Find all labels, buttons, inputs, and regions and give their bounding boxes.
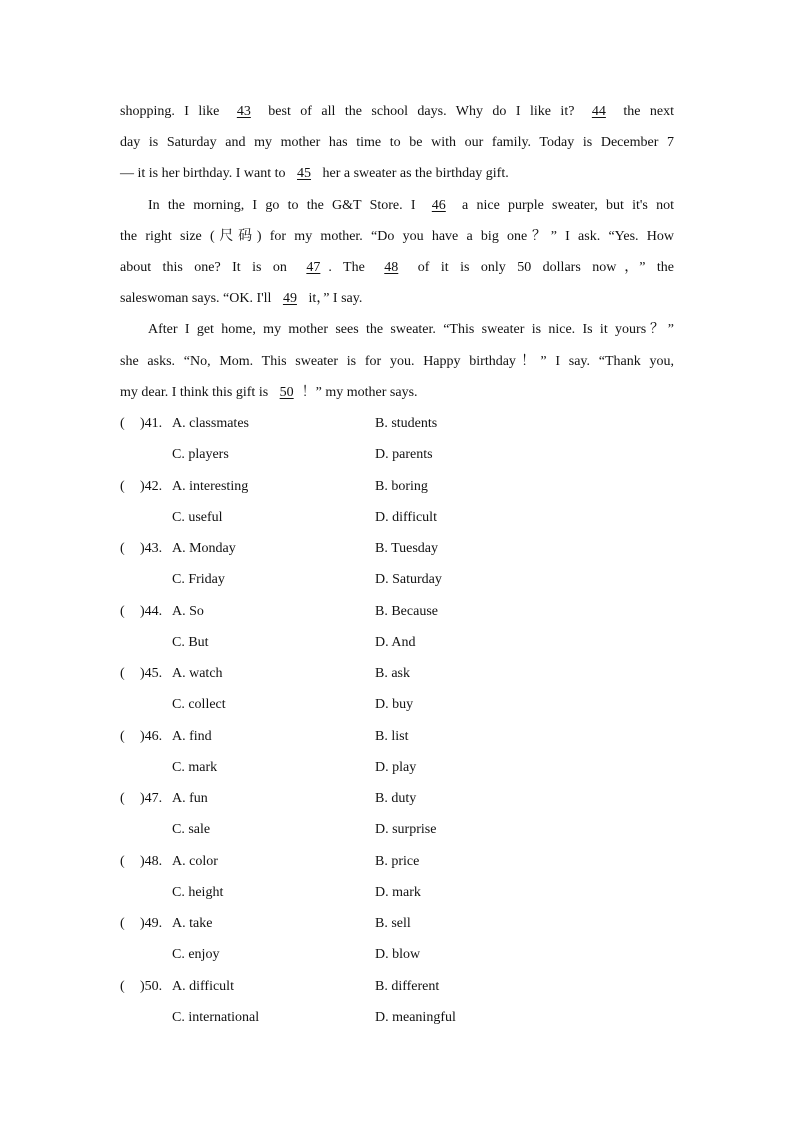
option-b: B. ask [375,666,410,681]
answer-paren[interactable]: ( [120,666,125,681]
option-d: D. surprise [375,822,437,837]
option-d: D. difficult [375,510,437,525]
option-a: A. difficult [172,979,234,994]
question-row [120,977,680,997]
answer-paren[interactable]: ( [120,979,125,994]
blank-45: 45 [297,166,312,181]
option-c: C. mark [172,760,218,775]
option-c: C. enjoy [172,947,220,962]
option-a: A. classmates [172,416,249,431]
passage-line [120,383,674,403]
question-row-cont [120,633,680,653]
answer-paren[interactable]: ( [120,791,125,806]
option-b: B. different [375,979,440,994]
option-c: C. Friday [172,572,225,587]
question-row [120,727,680,747]
question-row [120,664,680,684]
passage-line [120,352,674,372]
question-row [120,789,680,809]
passage-text: her a sweater as the birthday gift. [319,166,509,181]
question-number: )48. [140,854,163,869]
question-number: )47. [140,791,163,806]
option-a: A. take [172,916,213,931]
option-a: A. interesting [172,479,249,494]
question-row-cont [120,445,680,465]
passage-text: my dear. I think this gift is [120,385,272,400]
option-a: A. color [172,854,218,869]
passage-line [120,289,674,309]
passage-line [120,164,674,184]
option-c: C. sale [172,822,211,837]
passage-text: . The [328,260,377,275]
option-d: D. And [375,635,416,650]
option-b: B. students [375,416,438,431]
passage-text: day is Saturday and my mother has time to be with our family. Today is December 7 [120,135,674,150]
question-number: )43. [140,541,163,556]
passage-text: saleswoman says. “OK. I'll [120,291,275,306]
option-d: D. meaningful [375,1010,456,1025]
passage-text: the next [613,104,674,119]
question-row-cont [120,883,680,903]
question-row [120,852,680,872]
option-b: B. duty [375,791,417,806]
question-row [120,602,680,622]
option-a: A. watch [172,666,223,681]
passage-text: it，” I say. [304,291,363,306]
question-row-cont [120,945,680,965]
passage-text: a nice purple sweater, but it's not [453,198,675,213]
blank-49: 49 [282,291,297,306]
option-a: A. Monday [172,541,236,556]
passage-text: about this one? It is on [120,260,299,275]
option-a: A. So [172,604,204,619]
answer-paren[interactable]: ( [120,854,125,869]
option-c: C. collect [172,697,226,712]
option-b: B. list [375,729,409,744]
question-number: )42. [140,479,163,494]
option-d: D. blow [375,947,421,962]
option-c: C. useful [172,510,223,525]
question-row-cont [120,758,680,778]
passage-line [120,227,674,247]
question-row-cont [120,570,680,590]
option-b: B. boring [375,479,428,494]
option-b: B. Tuesday [375,541,439,556]
blank-50: 50 [279,385,294,400]
answer-paren[interactable]: ( [120,916,125,931]
option-d: D. buy [375,697,414,712]
blank-43: 43 [236,104,251,119]
passage-text: shopping. I like [120,104,229,119]
option-d: D. Saturday [375,572,442,587]
question-row-cont [120,695,680,715]
answer-paren[interactable]: ( [120,416,125,431]
option-c: C. height [172,885,224,900]
blank-47: 47 [306,260,321,275]
option-b: B. Because [375,604,438,619]
passage-line [120,320,674,340]
question-number: )46. [140,729,163,744]
passage-text: In the morning, I go to the G&T Store. I [148,198,424,213]
passage-text: the right size (尺码) for my mother. “Do you have a big one？” I ask. “Yes. How [120,229,674,244]
question-number: )49. [140,916,163,931]
passage-line [120,102,674,122]
option-a: A. fun [172,791,208,806]
blank-44: 44 [591,104,606,119]
option-d: D. mark [375,885,421,900]
question-row [120,539,680,559]
question-number: )44. [140,604,163,619]
answer-paren[interactable]: ( [120,541,125,556]
passage-text: ！” my mother says. [301,385,418,400]
passage-text: she asks. “No, Mom. This sweater is for you. Happy birthday！” I say. “Thank you, [120,354,674,369]
passage-line [120,196,674,216]
question-number: )41. [140,416,163,431]
passage-text: best of all the school days. Why do I like it? [258,104,584,119]
option-b: B. sell [375,916,411,931]
passage-text: of it is only 50 dollars now，” the [406,260,674,275]
blank-48: 48 [384,260,399,275]
passage-line [120,133,674,153]
option-d: D. play [375,760,417,775]
option-a: A. find [172,729,212,744]
question-row-cont [120,1008,680,1028]
answer-paren[interactable]: ( [120,729,125,744]
option-c: C. But [172,635,209,650]
question-number: )50. [140,979,163,994]
question-row-cont [120,820,680,840]
answer-paren[interactable]: ( [120,604,125,619]
question-row [120,914,680,934]
blank-46: 46 [431,198,446,213]
passage-text: — it is her birthday. I want to [120,166,290,181]
question-row [120,414,680,434]
option-c: C. international [172,1010,260,1025]
option-b: B. price [375,854,420,869]
answer-paren[interactable]: ( [120,479,125,494]
option-d: D. parents [375,447,433,462]
passage-line [120,258,674,278]
question-number: )45. [140,666,163,681]
option-c: C. players [172,447,229,462]
question-row-cont [120,508,680,528]
question-row [120,477,680,497]
passage-text: After I get home, my mother sees the sweater. “This sweater is nice. Is it yours？” [148,322,674,337]
